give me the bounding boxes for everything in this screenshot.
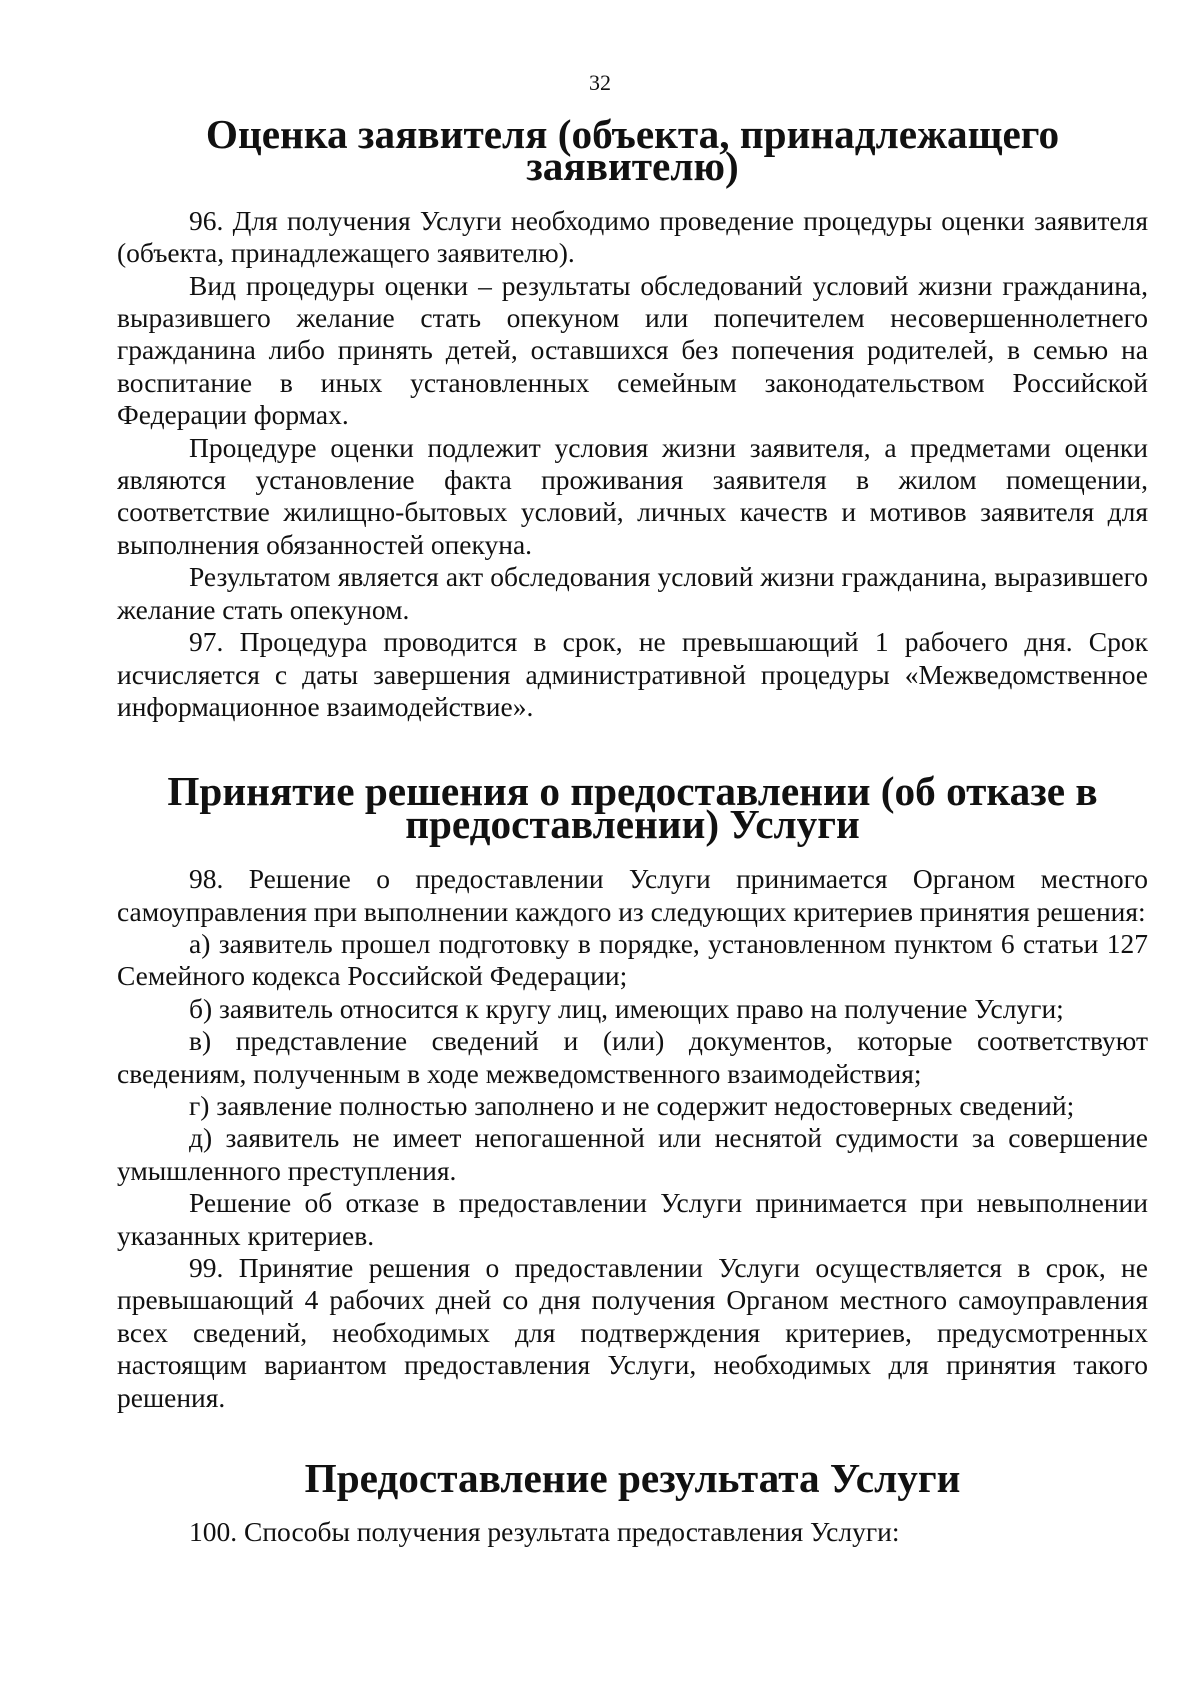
paragraph-100: 100. Способы получения результата предоставления Услуги:: [189, 1516, 900, 1548]
section-heading: Предоставление результата Услуги: [304, 1455, 961, 1502]
section-heading: Оценка заявителя (объекта, принадлежащего заявителю): [205, 111, 1060, 190]
section-heading: Принятие решения о предоставлении (об отказе в предоставлении) Услуги: [167, 768, 1098, 847]
paragraph: Вид процедуры оценки – результаты обследований условий жизни гражданина, выразившего желание стать опекуном или попечителем несовершеннолетнего гражданина либо принять детей, оставшихся без попечения родителей, в семью на воспитание в иных установленных семейным законодательством Российской Федерации формах.: [117, 269, 1148, 431]
criterion-item-d: д) заявитель не имеет непогашенной или неснятой судимости за совершение умышленного преступления.: [117, 1122, 1148, 1186]
page-number: 32: [589, 70, 611, 95]
section-applicant-assessment: [117, 111, 1148, 723]
criterion-item-a: а) заявитель прошел подготовку в порядке, установленном пунктом 6 статьи 127 Семейного кодекса Российской Федерации;: [117, 927, 1148, 992]
paragraph: Решение об отказе в предоставлении Услуги принимается при невыполнении указанных критериев.: [117, 1187, 1148, 1251]
criterion-item-v: в) представление сведений и (или) документов, которые соответствуют сведениям, полученным в ходе межведомственного взаимодействия;: [117, 1025, 1148, 1089]
criterion-item-b: б) заявитель относится к кругу лиц, имеющих право на получение Услуги;: [189, 992, 1064, 1024]
paragraph-96: 96. Для получения Услуги необходимо проведение процедуры оценки заявителя (объекта, принадлежащего заявителю).: [117, 204, 1148, 269]
paragraph: Результатом является акт обследования условий жизни гражданина, выразившего желание стать опекуном.: [117, 561, 1148, 625]
section-decision: [117, 768, 1148, 1414]
document-body: [117, 111, 1148, 1549]
paragraph-97: 97. Процедура проводится в срок, не превышающий 1 рабочего дня. Срок исчисляется с даты завершения административной процедуры «Межведомственное информационное взаимодействие».: [117, 626, 1148, 722]
criterion-item-g: г) заявление полностью заполнено и не содержит недостоверных сведений;: [189, 1089, 1075, 1121]
paragraph: Процедуре оценки подлежит условия жизни заявителя, а предметами оценки являются установление факта проживания заявителя в жилом помещении, соответствие жилищно-бытовых условий, личных качеств и мотивов заявителя для выполнения обязанностей опекуна.: [117, 431, 1148, 560]
paragraph-98: 98. Решение о предоставлении Услуги принимается Органом местного самоуправления при выполнении каждого из следующих критериев принятия решения:: [117, 863, 1148, 927]
section-result-delivery: [117, 1455, 1148, 1549]
paragraph-99: 99. Принятие решения о предоставлении Услуги осуществляется в срок, не превышающий 4 рабочих дней со дня получения Органом местного самоуправления всех сведений, необходимых для подтверждения критериев, предусмотренных настоящим вариантом предоставления Услуги, необходимых для принятия такого решения.: [117, 1252, 1148, 1413]
